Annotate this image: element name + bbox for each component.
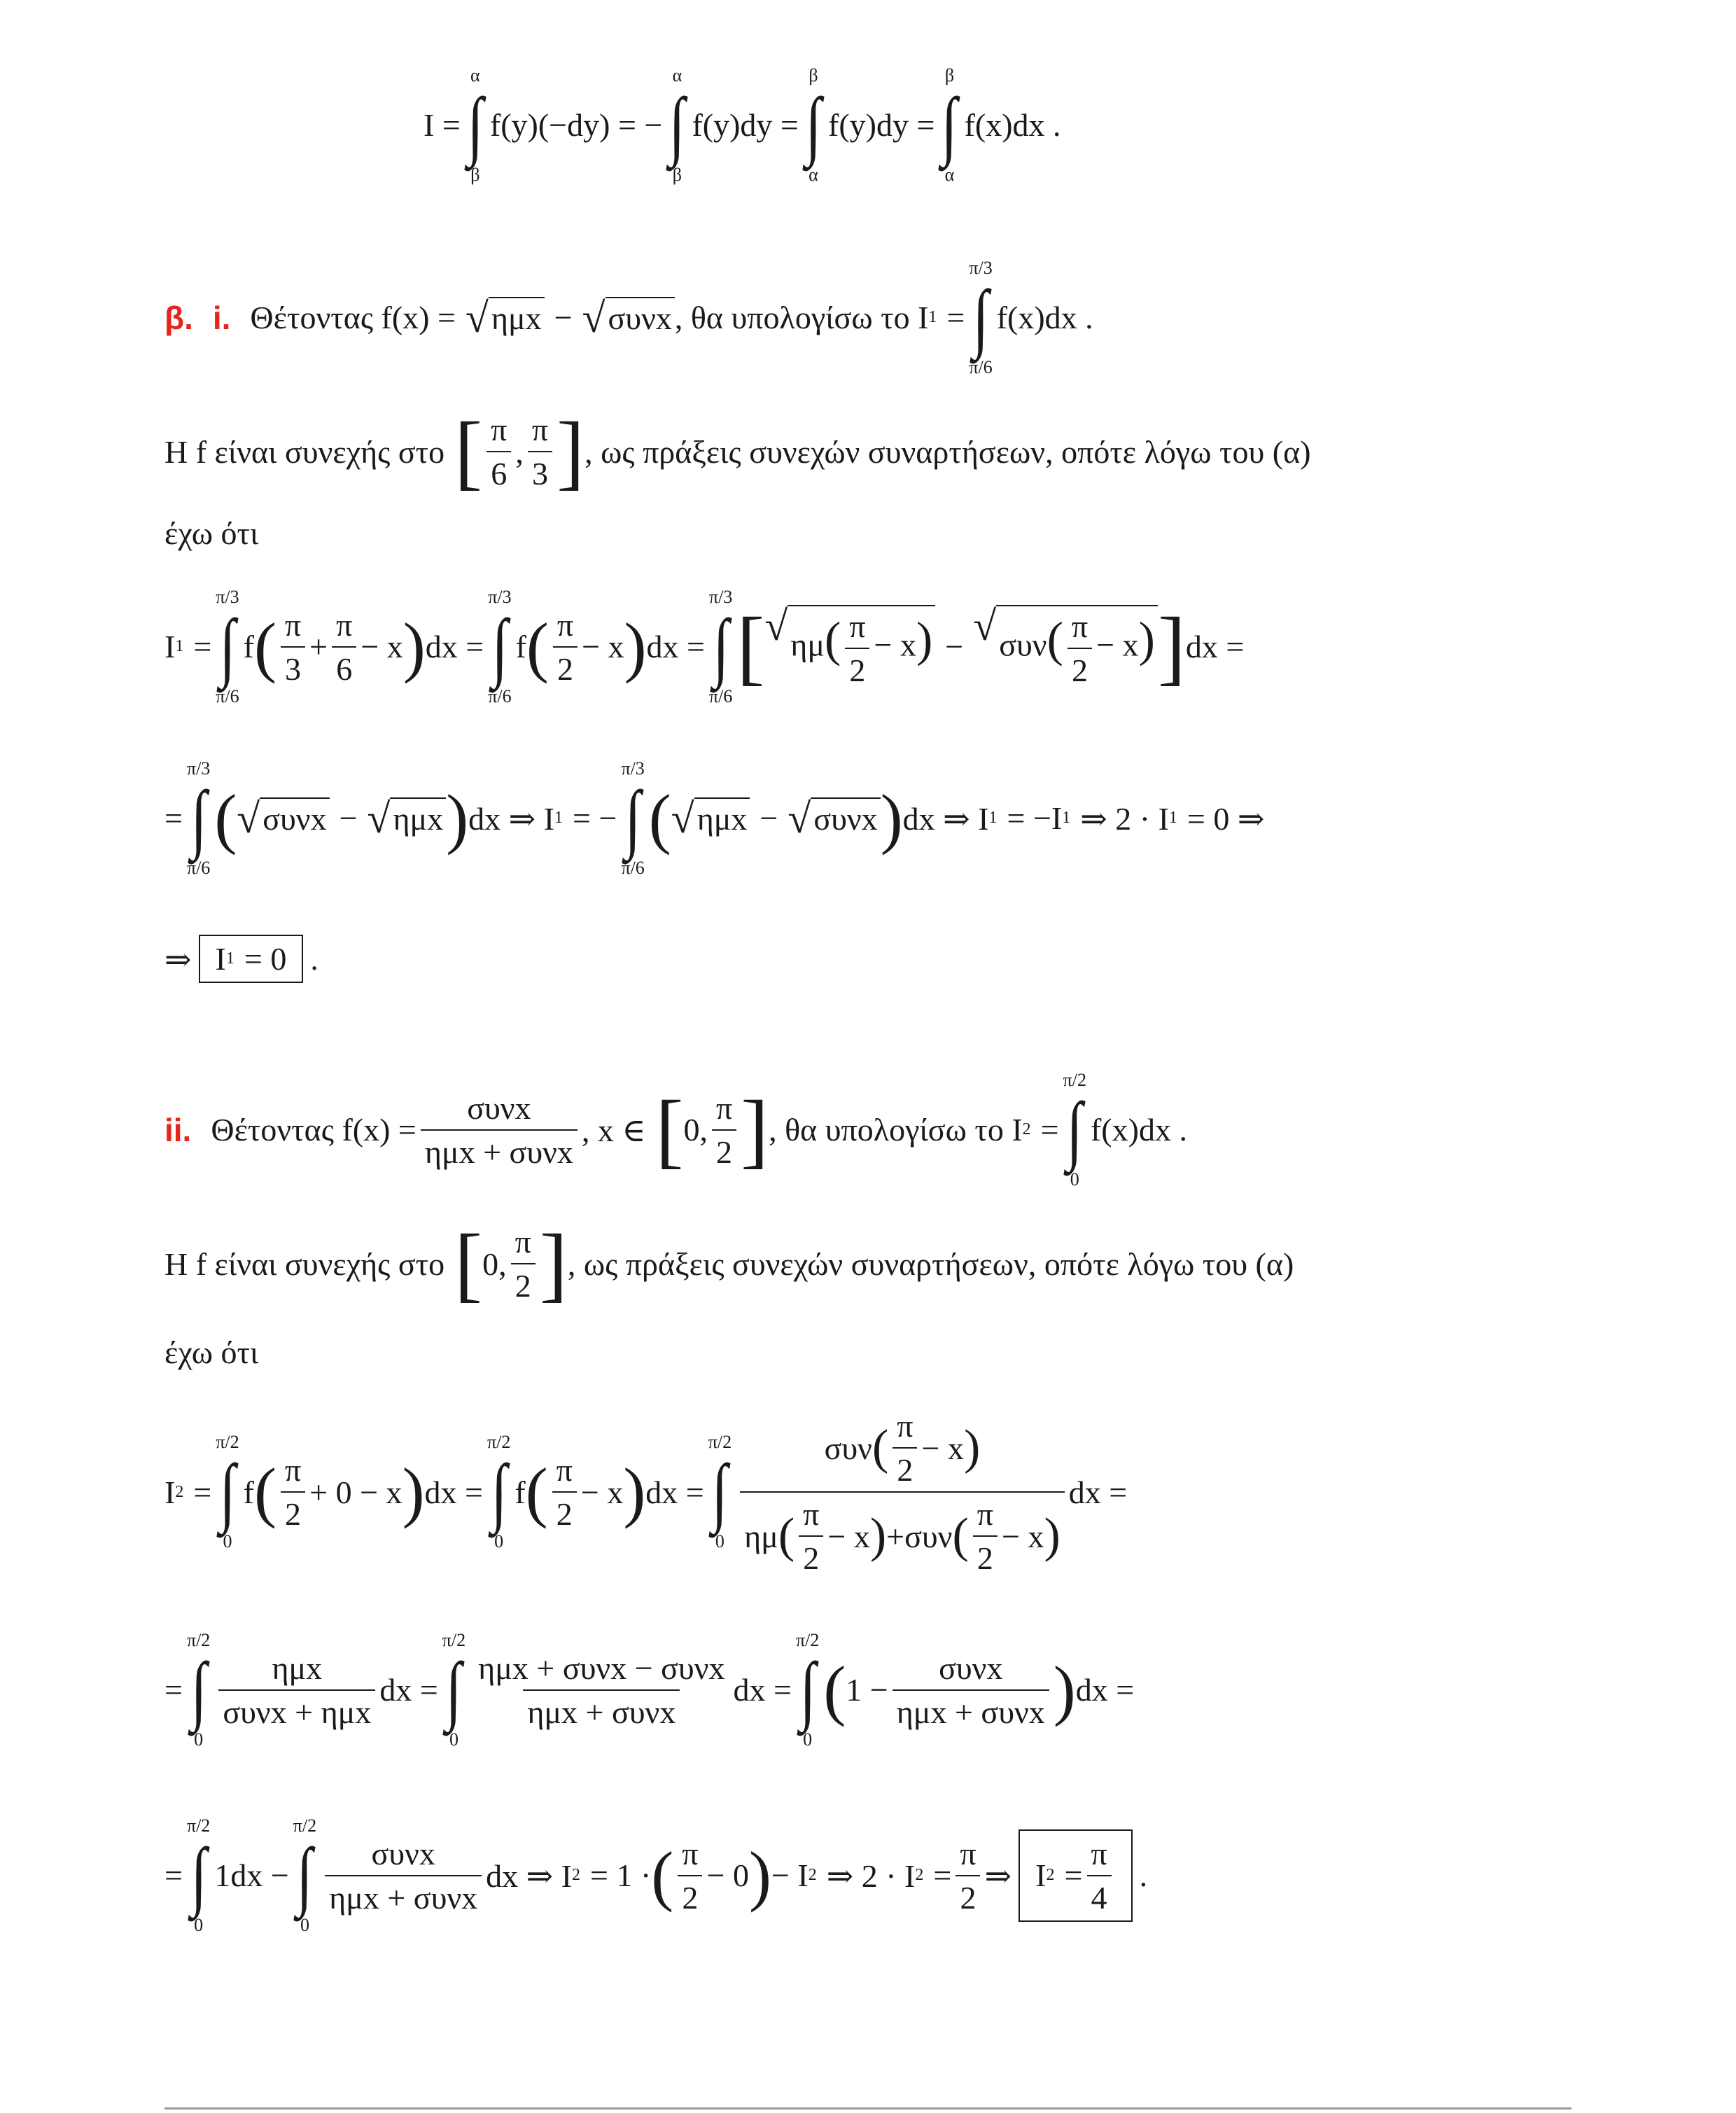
integral-sign: β ∫ α bbox=[941, 65, 958, 185]
footer-divider bbox=[164, 2107, 1572, 2109]
integral-sign: π/2 ∫ 0 bbox=[216, 1432, 239, 1551]
result-box: I 2 = $\frac{\pi}{4}$ bbox=[1018, 1829, 1133, 1922]
integral-sign: α ∫ β bbox=[669, 65, 685, 185]
continuity-line-2: Η f είναι συνεχής στο [ 0, $\frac{\pi}{2}$ ] , ως πράξεις συνεχών συναρτήσεων, οπότε λόγω του (α) bbox=[164, 1217, 1294, 1310]
integral-sign: π/2 ∫ 0 bbox=[186, 1630, 211, 1750]
integral-sign: π/2 ∫ 0 bbox=[293, 1815, 317, 1935]
fraction: συν ( $\frac{\pi}{2}$ − x ) ημ ( $\frac{\pi}{2}$ − x ) + συν ( $\frac{\pi}{2}$ − x ) bbox=[740, 1407, 1065, 1577]
integral-sign: π/2 ∫ 0 bbox=[486, 1432, 511, 1551]
exo-line-2: έχω ότι bbox=[164, 1334, 259, 1370]
eq-text: f(y)(−dy) = − bbox=[489, 107, 663, 144]
section-ii: ii. Θέτοντας f(x) = $\frac{\text{συνx}}{\text{ημx + συνx}}$ , x ∈ [ 0, $\frac{\pi}{2}$ ] , θα υπολογίσω το I 2 = π/2 ∫ 0 f(x)dx . bbox=[164, 1070, 1187, 1190]
integral-sign: π/3 ∫ π/6 bbox=[709, 587, 733, 706]
body-text: , ως πράξεις συνεχών συναρτήσεων, οπότε λόγω του (α) bbox=[584, 433, 1311, 470]
integral-sign: α ∫ β bbox=[467, 65, 484, 185]
result-box: I 1 = 0 bbox=[199, 935, 304, 983]
eq-text: f(y)dy = bbox=[828, 107, 935, 144]
equation-I2-expansion: I 2 = π/2 ∫ 0 f ( $\frac{\pi}{2}$ + 0 − x ) dx = π/2 ∫ 0 f ( $\frac{\pi}{2}$ − x ) dx = π/2 ∫ 0 συν ( $\frac{\pi}{2}$ − x ) ημ ( $\frac{\pi}{2}$ − x ) + συν ( $\frac{\pi}{2}$ − x ) dx = bbox=[164, 1408, 1128, 1576]
fraction: $\frac{\pi}{3}$ bbox=[528, 411, 552, 492]
integral-sign: π/2 ∫ 0 bbox=[442, 1630, 466, 1750]
integral-sign: β ∫ α bbox=[805, 65, 822, 185]
section-b-i: β. i. Θέτοντας f(x) = √ ημx − √ συνx , θα υπολογίσω το I 1 = π/3 ∫ π/6 f(x)dx . bbox=[164, 258, 1093, 377]
subsection-label: ii. bbox=[164, 1111, 192, 1148]
integral-sign: π/2 ∫ 0 bbox=[708, 1432, 732, 1551]
equation-I2-step: = π/2 ∫ 0 $\frac{\text{ημx}}{\text{συνx + ημx}}$ dx = π/2 ∫ 0 $\frac{\text{ημx + συνx − συνx}}{\text{ημx + συνx}}$ dx = π/2 ∫ 0 ( 1 − $\frac{\text{συνx}}{\text{ημx + συνx}}$ ) dx = bbox=[164, 1630, 1135, 1750]
equation-I1-symmetry: = π/3 ∫ π/6 ( √ συνx − √ ημx ) dx ⇒ I 1 = − π/3 ∫ π/6 ( √ ημx − √ συνx ) dx ⇒ I 1 = −I 1 ⇒ 2 · I 1 = 0 ⇒ bbox=[164, 758, 1265, 878]
equation-I2-result: = π/2 ∫ 0 1dx − π/2 ∫ 0 $\frac{\text{συνx}}{\text{ημx + συνx}}$ dx ⇒ I 2 = 1 · ( $\frac{\pi}{2}$ − 0 ) − I 2 ⇒ 2 · I 2 = $\frac{\pi}{2}$ ⇒ I 2 = $\frac{\pi}{4}$ . bbox=[164, 1815, 1148, 1935]
integral-sign: π/2 ∫ 0 bbox=[1063, 1070, 1086, 1190]
eq-text: Θέτοντας f(x) = bbox=[250, 300, 456, 336]
exo-line-1: έχω ότι bbox=[164, 515, 259, 551]
integral-sign: π/3 ∫ π/6 bbox=[969, 258, 993, 377]
integral-sign: π/2 ∫ 0 bbox=[186, 1815, 211, 1935]
integral-sign: π/3 ∫ π/6 bbox=[621, 758, 645, 878]
fraction: $\frac{\pi}{6}$ bbox=[486, 411, 511, 492]
integral-sign: π/3 ∫ π/6 bbox=[488, 587, 512, 706]
eq-text: f(y)dy = bbox=[692, 107, 799, 144]
eq-text: f(x)dx . bbox=[996, 300, 1093, 336]
sqrt: √ ημx bbox=[465, 297, 545, 339]
equation-I1-expansion: I 1 = π/3 ∫ π/6 f ( $\frac{\pi}{3}$ + $\frac{\pi}{6}$ − x ) dx = π/3 ∫ π/6 f ( $\frac{\pi}{2}$ − x ) dx = π/3 ∫ π/6 [ √ ημ( $\frac{\pi}{2}$ − x) − √ συν( $\frac{\pi}{2}$ − x) ] dx = bbox=[164, 587, 1245, 706]
equation-line-1 bbox=[424, 67, 1061, 184]
eq-text: f(x)dx . bbox=[964, 107, 1061, 144]
eq-text: , θα υπολογίσω το I bbox=[674, 300, 929, 336]
subsection-label: i. bbox=[212, 299, 231, 336]
fraction: $\frac{\text{συνx}}{\text{ημx + συνx}}$ bbox=[421, 1089, 578, 1171]
sqrt: √ συνx bbox=[582, 297, 675, 339]
continuity-line-1: Η f είναι συνεχής στο [ $\frac{\pi}{6}$ , $\frac{\pi}{3}$ ] , ως πράξεις συνεχών συναρτήσεων, οπότε λόγω του (α) bbox=[164, 405, 1311, 498]
eq-text: I = bbox=[424, 107, 461, 144]
integral-sign: π/3 ∫ π/6 bbox=[216, 587, 239, 706]
section-label: β. bbox=[164, 299, 193, 336]
integral-sign: π/2 ∫ 0 bbox=[795, 1630, 820, 1750]
integral-sign: π/3 ∫ π/6 bbox=[186, 758, 211, 878]
result-I1: ⇒ I 1 = 0 . bbox=[164, 935, 318, 983]
body-text: Η f είναι συνεχής στο bbox=[164, 433, 445, 470]
